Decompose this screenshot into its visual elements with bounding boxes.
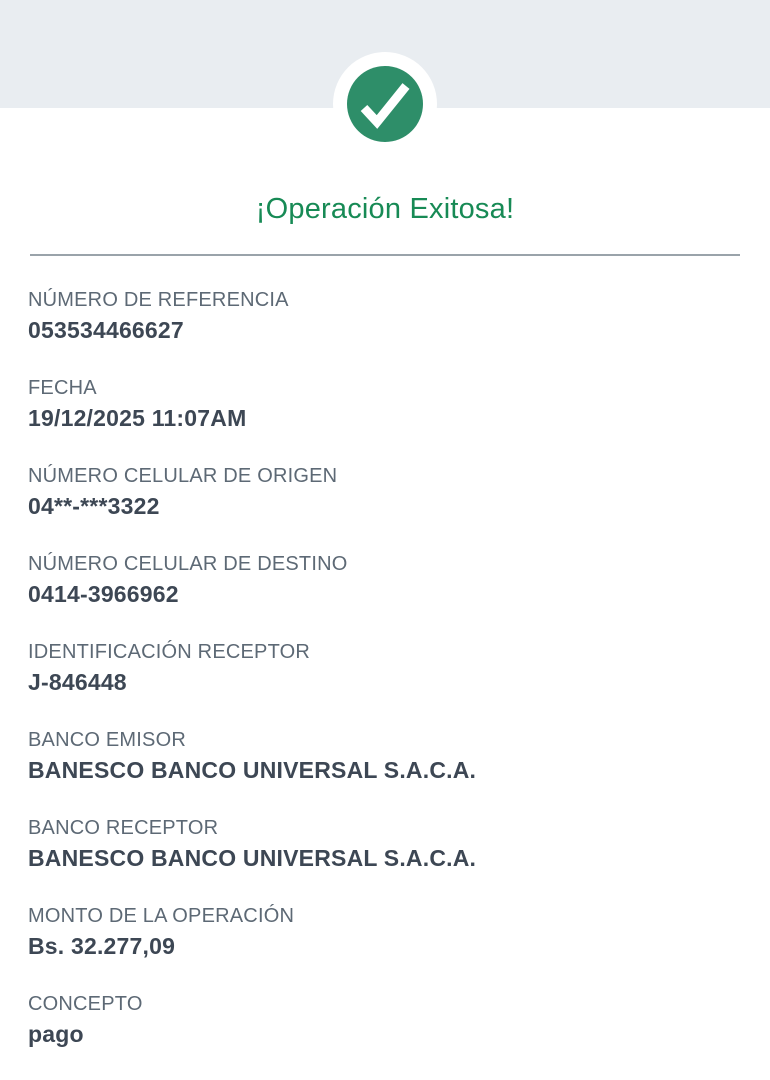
field-label: IDENTIFICACIÓN RECEPTOR (28, 641, 311, 663)
field-value: Bs. 32.277,09 (28, 933, 176, 959)
transaction-fields (0, 256, 770, 1048)
field-value: 04**-***3322 (28, 493, 160, 519)
field-value: 19/12/2025 11:07AM (28, 405, 247, 431)
success-title: ¡Operación Exitosa! (255, 193, 515, 225)
field-row-receiver-id (28, 640, 742, 696)
field-row-reference (28, 288, 742, 344)
field-value: 053534466627 (28, 317, 184, 343)
field-row-origin-phone (28, 464, 742, 520)
field-row-concept (28, 992, 742, 1048)
field-label: MONTO DE LA OPERACIÓN (28, 905, 295, 927)
field-label: NÚMERO CELULAR DE DESTINO (28, 553, 348, 575)
field-row-receiving-bank (28, 816, 742, 872)
field-label: FECHA (28, 377, 97, 399)
field-row-date (28, 376, 742, 432)
field-label: BANCO RECEPTOR (28, 817, 219, 839)
field-label: BANCO EMISOR (28, 729, 186, 751)
field-value: BANESCO BANCO UNIVERSAL S.A.C.A. (28, 845, 477, 871)
checkmark-icon (347, 66, 423, 142)
field-label: CONCEPTO (28, 993, 143, 1015)
check-circle-icon (347, 66, 423, 142)
field-value: 0414-3966962 (28, 581, 179, 607)
field-label: NÚMERO CELULAR DE ORIGEN (28, 465, 338, 487)
field-value: BANESCO BANCO UNIVERSAL S.A.C.A. (28, 757, 477, 783)
field-row-issuing-bank (28, 728, 742, 784)
field-value: pago (28, 1021, 84, 1047)
field-row-destination-phone (28, 552, 742, 608)
field-row-amount (28, 904, 742, 960)
field-label: NÚMERO DE REFERENCIA (28, 289, 289, 311)
field-value: J-846448 (28, 669, 127, 695)
success-badge (333, 52, 437, 156)
